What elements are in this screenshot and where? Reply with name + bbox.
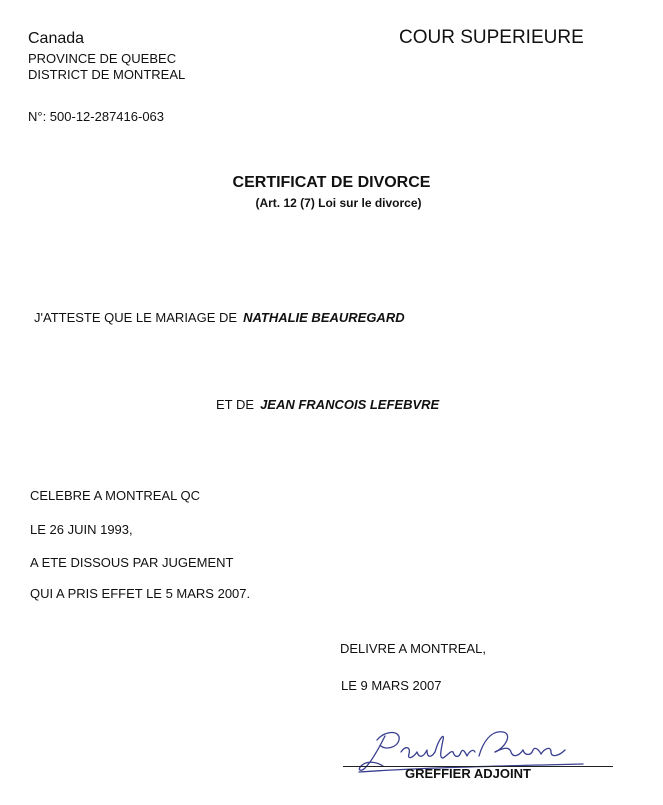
signatory-title: GREFFIER ADJOINT <box>405 766 531 781</box>
effective-date: QUI A PRIS EFFET LE 5 MARS 2007. <box>30 586 251 601</box>
issue-date: LE 9 MARS 2007 <box>341 678 442 693</box>
country-label: Canada <box>28 30 85 47</box>
second-spouse-line <box>216 397 439 412</box>
district-label: DISTRICT DE MONTREAL <box>28 67 186 82</box>
province-label: PROVINCE DE QUEBEC <box>28 51 177 66</box>
and-text: ET DE <box>216 397 255 412</box>
spouse-2-name: JEAN FRANCOIS LEFEBVRE <box>260 397 440 412</box>
attestation-text: J'ATTESTE QUE LE MARIAGE DE <box>34 310 238 325</box>
certificate-subtitle: (Art. 12 (7) Loi sur le divorce) <box>255 196 422 210</box>
delivery-place: DELIVRE A MONTREAL, <box>340 641 486 656</box>
court-name: COUR SUPERIEURE <box>399 27 584 48</box>
marriage-date: LE 26 JUIN 1993, <box>30 522 133 537</box>
dissolution-text: A ETE DISSOUS PAR JUGEMENT <box>30 555 234 570</box>
celebration-place: CELEBRE A MONTREAL QC <box>30 488 201 503</box>
file-number: N°: 500-12-287416-063 <box>28 109 165 124</box>
attestation-line <box>34 310 405 325</box>
certificate-title: CERTIFICAT DE DIVORCE <box>232 174 431 191</box>
spouse-1-name: NATHALIE BEAUREGARD <box>243 310 405 325</box>
